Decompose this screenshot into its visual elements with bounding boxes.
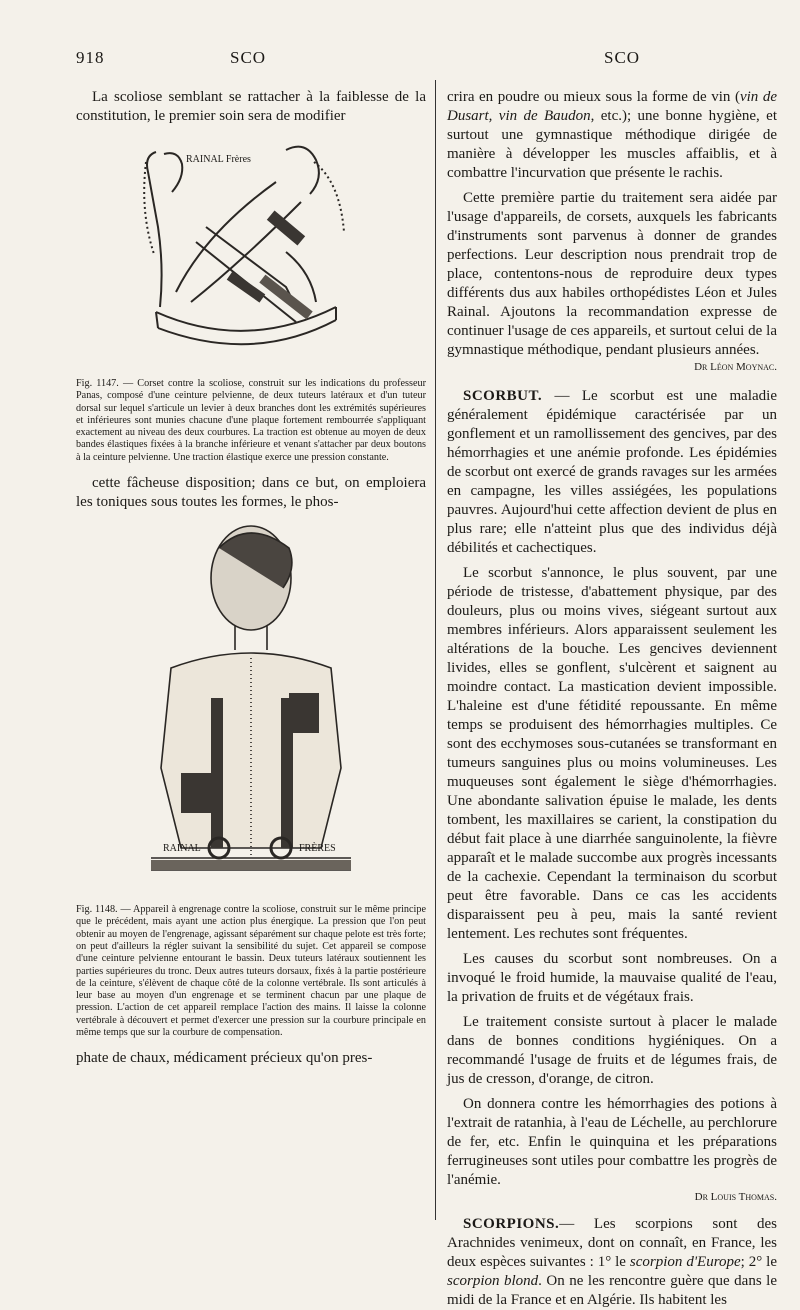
maker-stamp-left: RAINAL bbox=[163, 843, 201, 855]
scorbut-paragraph-4: Le traitement consiste surtout à placer le malade dans de bonnes conditions hygiéniques. On a recommandé l'usage de fruits et de légumes frais, de jus de cresson, d'orange, de citron. bbox=[447, 1014, 777, 1087]
running-head-right: SCO bbox=[604, 48, 641, 67]
treatment-paragraph: Cette première partie du traitement sera aidée par l'usage d'appareils, de corsets, auxquels les fabricants d'instruments sont parvenus à donner de grandes perfections. Leur description nous prendrait trop de place, contentons-nous de reproduire deux types différents dus aux habiles orthopédistes Léon et Jules Rainal. Ajoutons la recommandation expresse de continuer l'usage de ces appareils, et surtout celui de la gymnastique méthodique, pendant plusieurs années. bbox=[447, 190, 777, 358]
text-run: . On ne les rencontre guère que dans le midi de la France et en Algérie. Ils habitent les bbox=[447, 1273, 777, 1308]
text-run: — Les scorpions sont des Arachnides venimeux, dont on connaît, en France, les deux espèces suivantes : 1° le bbox=[447, 1216, 777, 1270]
corset-illustration bbox=[136, 132, 366, 372]
text-run: crira en poudre ou mieux sous la forme de vin ( bbox=[447, 89, 740, 105]
maker-stamp: RAINAL Frères bbox=[186, 154, 251, 165]
text-run: , etc.); une bonne hygiène, et surtout une gymnastique méthodique dirigée de manière à développer les muscles affaiblis, et à combattre l'incurvation que présente le rachis. bbox=[447, 108, 777, 181]
scorpions-paragraph bbox=[447, 1215, 777, 1310]
figure-1147 bbox=[136, 132, 366, 372]
maker-stamp-right: FRÈRES bbox=[299, 843, 336, 855]
right-column bbox=[447, 88, 777, 1310]
middle-paragraph: cette fâcheuse disposition; dans ce but, on emploiera les toniques sous toutes les formes, le phos- bbox=[76, 475, 426, 511]
figure-1148-caption: Fig. 1148. — Appareil à engrenage contre la scoliose, construit sur le même principe que le précédent, mais ayant une action plus énergique. La pression que l'on peut obtenir au moyen de l'engrenage, agissant séparément sur chaque pelote est très forte; on peut d'ailleurs la régler suivant la sensibilité du sujet. Cet appareil se compose d'une ceinture pelvienne entourant le bassin. Deux tuteurs latéraux soutiennent les parties supérieures du tronc. Deux autres tuteurs dorsaux, fixés à la partie postérieure de la ceinture, s'élèvent de chaque côté de la colonne vertébrale. Ils sont articulés à leur base au moyen d'un engrenage et se terminent chacun par une plaque de pression. L'action de cet appareil remplace l'action des mains. Il laisse la colonne vertébrale à découvert et permet d'exercer une pression sur la courbure principale en même temps que sur la courbure de compensation. bbox=[76, 904, 426, 1039]
signature-thomas: Dr Louis Thomas. bbox=[694, 1191, 777, 1203]
signature-moynac: Dr Léon Moynac. bbox=[694, 361, 777, 373]
entry-title-scorbut: SCORBUT. bbox=[463, 388, 543, 404]
scorbut-paragraph-1 bbox=[447, 387, 777, 558]
species-name: scorpion d'Europe bbox=[629, 1254, 741, 1270]
species-name: scorpion blond bbox=[447, 1273, 539, 1289]
running-head-left: SCO bbox=[230, 48, 267, 67]
wine-names: vin de Dusart, vin de Baudon bbox=[447, 89, 777, 124]
text-run: ; 2° le bbox=[740, 1254, 777, 1270]
back-brace-illustration bbox=[131, 518, 371, 898]
scorbut-paragraph-5: On donnera contre les hémorrhagies des potions à l'extrait de ratanhia, à l'eau de Léchelle, au perchlorure de fer, etc. Enfin le quinquina et les préparations ferrugineuses sont utiles pour combattre les progrès de l'anémie. bbox=[447, 1096, 777, 1188]
scorbut-paragraph-2: Le scorbut s'annonce, le plus souvent, par une période de tristesse, d'abattement physique, par des douleurs, plus ou moins vives, siégeant surtout aux membres inférieurs. Alors apparaissent seulement les altérations de la bouche. Les gencives deviennent livides, elles se gonflent, s'ulcèrent et saignent au moindre contact. La mastication devient impossible. L'haleine est d'une fétidité repoussante. En même temps se produisent des hémorrhagies multiples. Ce sont des ecchymoses sous-cutanées se transformant en tumeurs sanguines plus ou moins volumineuses. Les muqueuses sont également le siège d'hémorrhagies. Une abondante salivation épuise le malade, les dents tombent, les maxillaires se carient, la constipation du début fait place à une diarrhée sanguinolente, la fièvre apparaît et le malade succombe aux progrès incessants de la cachexie. Cependant la terminaison du scorbut peut être favorable. Dans ce cas les accidents disparaissent peu à peu, mais la santé revient lentement. Les rechutes sont fréquentes. bbox=[447, 565, 777, 942]
page-number: 918 bbox=[76, 48, 105, 67]
scorbut-paragraph-3: Les causes du scorbut sont nombreuses. On a invoqué le froid humide, la mauvaise qualité de l'eau, la privation de fruits et de végétaux frais. bbox=[447, 951, 777, 1005]
left-column bbox=[76, 88, 426, 1068]
column-divider bbox=[435, 80, 436, 1220]
intro-paragraph: La scoliose semblant se rattacher à la faiblesse de la constitution, le premier soin sera de modifier bbox=[76, 89, 426, 124]
continuation-paragraph bbox=[447, 88, 777, 183]
text-run: — Le scorbut est une maladie généralement épidémique caractérisée par un gonflement et un ramollissement des gencives, par des hémorrhagies et une anémie profonde. Les épidémies de scorbut ont exercé de grands ravages sur les armées en campagne, les villes assiégées, les populations pauvres. Aujourd'hui cette affection devient de plus en plus rare; elle n'atteint plus que des individus déjà débilités et cachectiques. bbox=[447, 388, 777, 556]
figure-1147-caption: Fig. 1147. — Corset contre la scoliose, construit sur les indications du professeur Panas, composé d'une ceinture pelvienne, de deux tuteurs latéraux et d'un tuteur dorsal sur lequel s'articule un levier à deux branches dont les extrémités supérieures et inférieures sont munies chacune d'une plaque fortement rembourrée s'appliquant exactement au niveau des deux courbures. La traction est obtenue au moyen de deux bandes élastiques fixées à la branche inférieure et venant s'attacher par deux boutons à la ceinture pelvienne. Une traction élastique exerce une pression constante. bbox=[76, 378, 426, 463]
bottom-paragraph: phate de chaux, médicament précieux qu'on pres- bbox=[76, 1050, 373, 1067]
entry-title-scorpions: SCORPIONS. bbox=[463, 1216, 560, 1232]
figure-1148 bbox=[131, 518, 371, 898]
